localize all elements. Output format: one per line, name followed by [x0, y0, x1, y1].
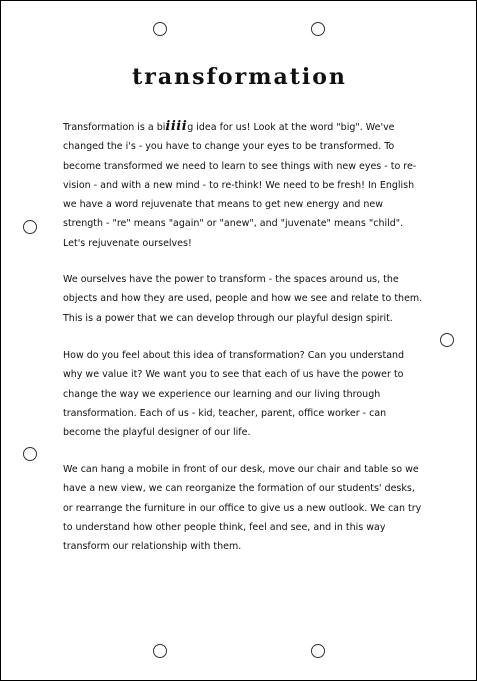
binder-hole-bottom-right	[311, 644, 325, 658]
binder-hole-bottom-left	[153, 644, 167, 658]
paragraph-examples: We can hang a mobile in front of our desk, move our chair and table so we have a new view, we can reorganize the formation of our students' desks, or rearrange the furniture in our office to give us a new outlook. We can try to understand how other people think, feel and see, and in this way transform our relationship with them.	[63, 464, 422, 553]
big-word-emphasis: iiii	[165, 119, 188, 134]
paragraph-feel: How do you feel about this idea of transformation? Can you understand why we value it? We want you to see that each of us have the power to change the way we experience our learning and our living through transformation. Each of us - kid, teacher, parent, office worker - can become the playful designer of our life.	[63, 350, 405, 439]
paragraph-intro	[63, 117, 423, 253]
binder-hole-top-left	[153, 22, 167, 36]
paragraph-intro-rest: g idea for us! Look at the word "big". We've changed the i's - you have to change your eyes to be transformed. To become transformed we need to learn to see things with new eyes - to re-vision - and with a new mind - to re-think! We need to be fresh! In English we have a word rejuvenate that means to get new energy and new strength - "re" means "again" or "anew", and "juvenate" means "child".	[63, 122, 417, 230]
paragraph-intro-start: Transformation is a bi	[63, 122, 166, 133]
binder-hole-left-upper	[23, 220, 37, 234]
binder-hole-top-right	[311, 22, 325, 36]
page-title: transformation	[132, 64, 347, 90]
binder-hole-right-middle	[440, 333, 454, 347]
paragraph-power: We ourselves have the power to transform - the spaces around us, the objects and how they are used, people and how we see and relate to them. This is a power that we can develop through our playful design spirit.	[63, 274, 423, 324]
paragraph-intro-closing: Let's rejuvenate ourselves!	[63, 237, 192, 249]
binder-hole-left-lower	[23, 447, 37, 461]
